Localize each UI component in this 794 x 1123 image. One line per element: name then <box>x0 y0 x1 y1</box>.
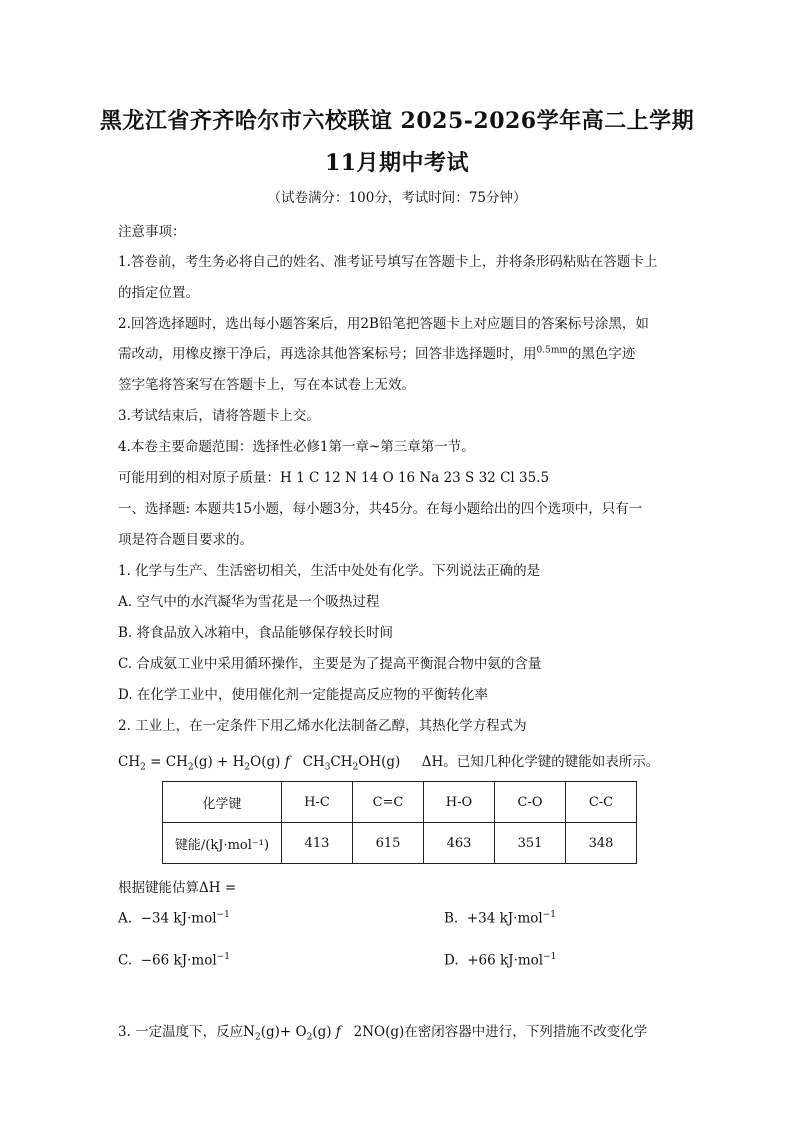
q3-stem-pre: 3. 一定温度下，反应 <box>118 1024 244 1040</box>
table-header-cell: 化学键 <box>163 782 282 823</box>
atomic-masses: 可能用到的相对原子质量：H 1 C 12 N 14 O 16 Na 23 S 32 Cl 35.5 <box>118 470 550 486</box>
section1-intro-b: 项是符合题目要求的。 <box>118 532 253 548</box>
table-cell: 351 <box>495 823 566 864</box>
q1-stem: 1. 化学与生产、生活密切相关，生活中处处有化学。下列说法正确的是 <box>118 563 541 579</box>
q2-option-a: A. −34 kJ·mol$^{-1}$ <box>118 910 230 927</box>
table-header-cell: C-C <box>566 782 637 823</box>
note-1-line-b: 的指定位置。 <box>118 285 199 301</box>
q2-estimate-prompt: 根据键能估算ΔH = <box>118 880 237 896</box>
exam-title-line2: 11月期中考试 <box>324 150 470 176</box>
table-row-label: 键能/(kJ·mol⁻¹) <box>163 823 282 864</box>
table-header-cell: H-C <box>282 782 353 823</box>
section1-intro-a: 一、选择题: 本题共15小题，每小题3分，共45分。在每小题给出的四个选项中，只有一 <box>118 501 643 517</box>
q2-option-d-value: +66 kJ·mol <box>467 952 544 969</box>
note-2-line-b-post: 的黑色字迹 <box>567 346 636 362</box>
table-row <box>163 782 637 823</box>
q1-option-c: C. 合成氨工业中采用循环操作，主要是为了提高平衡混合物中氨的含量 <box>118 656 542 672</box>
q1-option-d: D. 在化学工业中，使用催化剂一定能提高反应物的平衡转化率 <box>118 687 488 703</box>
q2-option-d: D. +66 kJ·mol$^{-1}$ <box>444 952 557 969</box>
q2-equation-formula: $CH_2 = CH_2(g) + H_2O(g)$ f $CH_3CH_2OH(g)$ <box>118 754 422 773</box>
note-2-line-a: 2.回答选择题时，选出每小题答案后，用2B铅笔把答题卡上对应题目的答案标号涂黑，如 <box>118 316 649 332</box>
q2-option-b-value: +34 kJ·mol <box>466 910 543 927</box>
note-3: 3.考试结束后，请将答题卡上交。 <box>118 408 320 424</box>
note-2-line-b <box>118 342 684 362</box>
table-cell: 463 <box>424 823 495 864</box>
notes-heading: 注意事项： <box>118 224 186 240</box>
bond-energy-table <box>162 781 637 864</box>
table-cell: 615 <box>353 823 424 864</box>
table-row <box>163 823 637 864</box>
q2-option-c-value: −66 kJ·mol <box>140 952 217 969</box>
table-cell: 348 <box>566 823 637 864</box>
table-header-cell: C-O <box>495 782 566 823</box>
exam-subtitle: （试卷满分：100分，考试时间：75分钟） <box>267 190 527 206</box>
q2-option-c: C. −66 kJ·mol$^{-1}$ <box>118 952 230 969</box>
note-2-line-c: 签字笔将答案写在答题卡上，写在本试卷上无效。 <box>118 377 415 393</box>
table-header-cell: C=C <box>353 782 424 823</box>
q3-stem-post: 在密闭容器中进行，下列措施不改变化学 <box>404 1024 648 1040</box>
q3-reaction: $N_2(g)+ O_2(g)$ f 2NO(g) <box>243 1024 405 1043</box>
q3-stem <box>118 1020 684 1043</box>
note-2-line-b-pre: 需改动，用橡皮擦干净后，再选涂其他答案标号；回答非选择题时，用 <box>118 346 537 362</box>
table-header-cell: H-O <box>424 782 495 823</box>
note-1-line-a: 1.答卷前，考生务必将自己的姓名、准考证号填写在答题卡上，并将条形码粘贴在答题卡上 <box>118 254 658 270</box>
q2-option-a-value: −34 kJ·mol <box>140 910 217 927</box>
q2-equation <box>118 750 684 773</box>
note-4: 4.本卷主要命题范围：选择性必修1第一章~第三章第一节。 <box>118 439 475 455</box>
q1-option-b: B. 将食品放入冰箱中，食品能够保存较长时间 <box>118 625 394 641</box>
table-cell: 413 <box>282 823 353 864</box>
q2-option-b: B. +34 kJ·mol$^{-1}$ <box>444 910 556 927</box>
note-2-unit-sup: 0.5mm <box>536 345 568 356</box>
q2-stem: 2. 工业上，在一定条件下用乙烯水化法制备乙醇，其热化学方程式为 <box>118 718 527 734</box>
q1-option-a: A. 空气中的水汽凝华为雪花是一个吸热过程 <box>118 594 380 610</box>
exam-title-line1: 黑龙江省齐齐哈尔市六校联谊 2025-2026学年高二上学期 <box>99 108 695 134</box>
q2-equation-tail: ΔH。已知几种化学键的键能如表所示。 <box>421 754 660 770</box>
